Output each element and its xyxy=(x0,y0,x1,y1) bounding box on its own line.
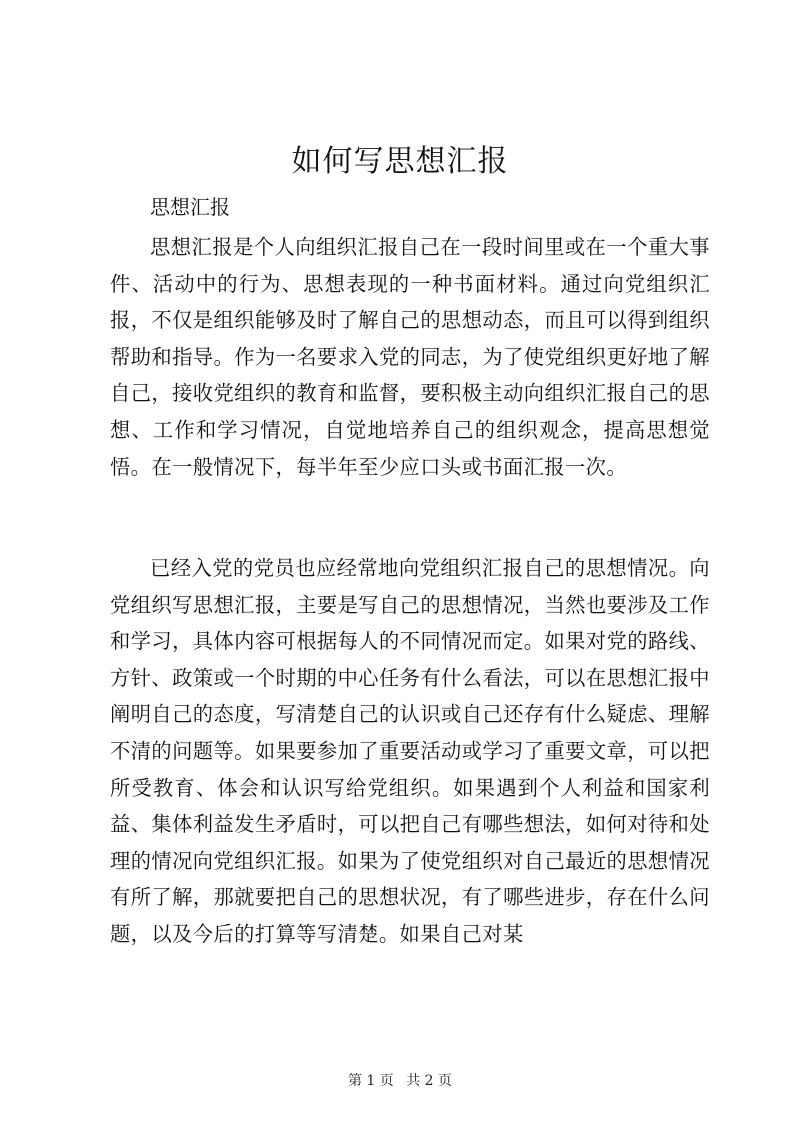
page-footer xyxy=(0,1071,800,1091)
document-title: 如何写思想汇报 xyxy=(291,144,509,179)
page-total: 共 2 页 xyxy=(406,1073,453,1089)
paragraph-2: 已经入党的党员也应经常地向党组织汇报自己的思想情况。向党组织写思想汇报，主要是写自己的思想情况，当然也要涉及工作和学习，具体内容可根据每人的不同情况而定。如果对党的路线、方针、政策或一个时期的中心任务有什么看法，可以在思想汇报中阐明自己的态度，写清楚自己的认识或自己还存有什么疑虑、理解不清的问题等。如果要参加了重要活动或学习了重要文章，可以把所受教育、体会和认识写给党组织。如果遇到个人利益和国家利益、集体利益发生矛盾时，可以把自己有哪些想法，如何对待和处理的情况向党组织汇报。如果为了使党组织对自己最近的思想情况有所了解，那就要把自己的思想状况，有了哪些进步，存在什么问题，以及今后的打算等写清楚。如果自己对某 xyxy=(110,556,710,946)
paragraph-1: 思想汇报是个人向组织汇报自己在一段时间里或在一个重大事件、活动中的行为、思想表现的一种书面材料。通过向党组织汇报，不仅是组织能够及时了解自己的思想动态，而且可以得到组织帮助和指导。作为一名要求入党的同志，为了使党组织更好地了解自己，接收党组织的教育和监督，要积极主动向组织汇报自己的思想、工作和学习情况，自觉地培养自己的组织观念，提高思想觉悟。在一般情况下，每半年至少应口头或书面汇报一次。 xyxy=(110,235,710,479)
document-subtitle: 思想汇报 xyxy=(150,195,230,219)
page-number: 第 1 页 xyxy=(347,1073,394,1089)
